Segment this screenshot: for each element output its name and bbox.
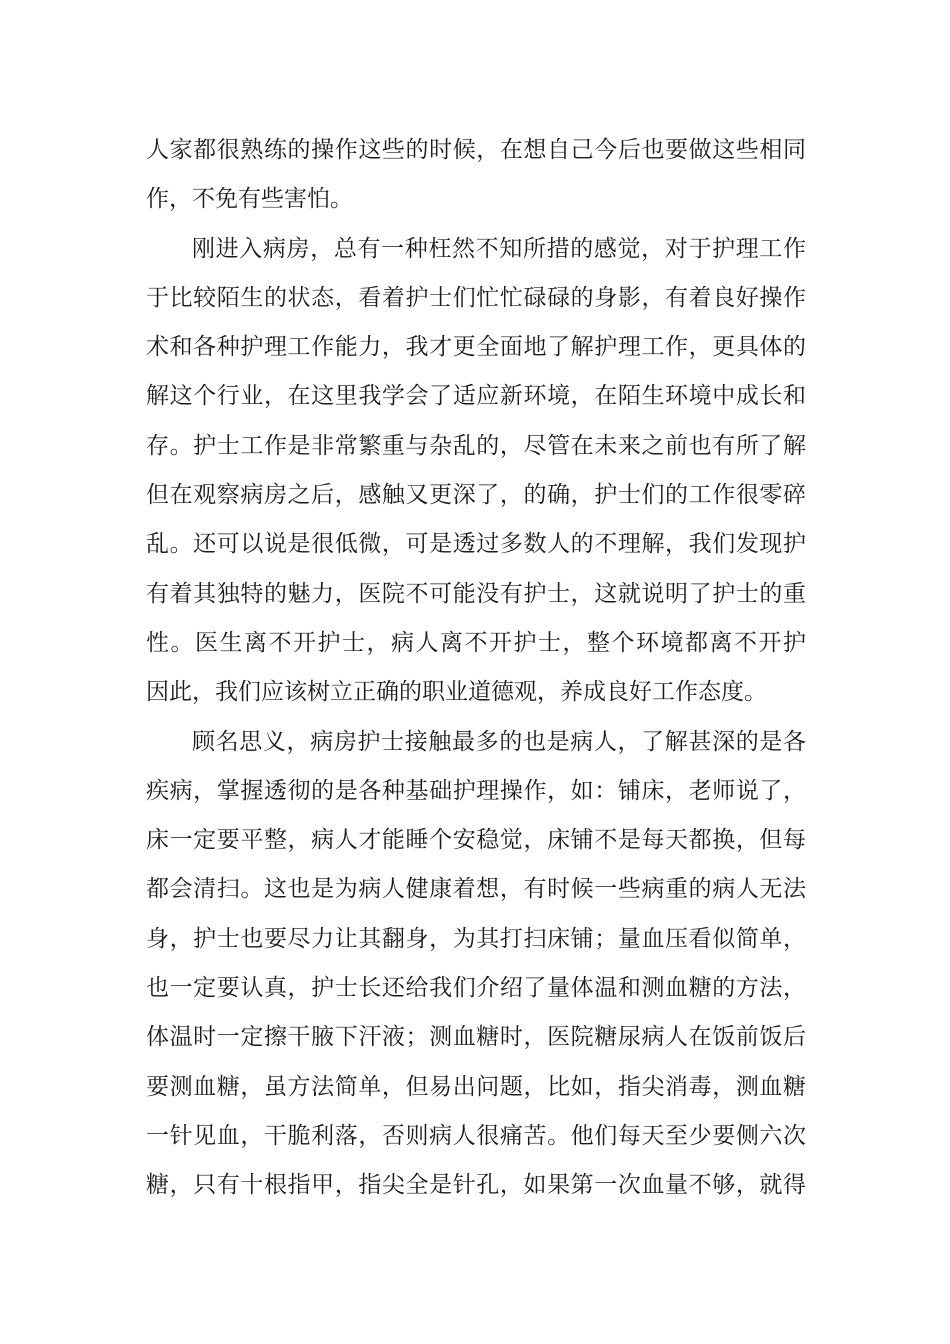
text-line: 于比较陌生的状态，看着护士们忙忙碌碌的身影，有着良好操作 [146,284,806,311]
text-line: 因此，我们应该树立正确的职业道德观，养成良好工作态度。 [146,679,767,706]
text-line: 要测血糖，虽方法简单，但易出问题，比如，指尖消毒，测血糖 [146,1073,806,1100]
text-line: 性。医生离不开护士，病人离不开护士，整个环境都离不开护 [146,629,806,656]
text-line: 解这个行业，在这里我学会了适应新环境，在陌生环境中成长和 [146,383,806,410]
text-line: 也一定要认真，护士长还给我们介绍了量体温和测血糖的方法， [146,975,806,1002]
text-line: 存。护士工作是非常繁重与杂乱的，尽管在未来之前也有所了解 [146,432,806,459]
text-line: 床一定要平整，病人才能睡个安稳觉，床铺不是每天都换，但每 [146,827,806,854]
body-text [146,126,806,1211]
text-line: 体温时一定擦干腋下汗液；测血糖时，医院糖尿病人在饭前饭后 [146,1024,806,1051]
text-line: 人家都很熟练的操作这些的时候，在想自己今后也要做这些相同 [146,137,806,163]
text-line: 都会清扫。这也是为病人健康着想，有时候一些病重的病人无法 [146,876,806,903]
text-line: 疾病，掌握透彻的是各种基础护理操作，如：铺床，老师说了， [146,777,806,804]
text-line: 有着其独特的魅力，医院不可能没有护士，这就说明了护士的重 [146,580,806,607]
text-line: 作，不免有些害怕。 [146,186,353,213]
text-line: 但在观察病房之后，感触又更深了，的确，护士们的工作很零碎 [146,482,806,509]
text-line: 术和各种护理工作能力，我才更全面地了解护理工作，更具体的 [146,334,806,361]
text-line: 身，护士也要尽力让其翻身，为其打扫床铺；量血压看似简单， [146,925,806,952]
text-line: 糖，只有十根指甲，指尖全是针孔，如果第一次血量不够，就得 [146,1172,806,1199]
text-line: 乱。还可以说是很低微，可是透过多数人的不理解，我们发现护 [146,531,806,558]
text-line: 一针见血，干脆利落，否则病人很痛苦。他们每天至少要侧六次 [146,1122,806,1149]
text-line: 顾名思义，病房护士接触最多的也是病人，了解甚深的是各 [192,728,806,755]
text-line: 刚进入病房，总有一种枉然不知所措的感觉，对于护理工作 [192,235,806,262]
